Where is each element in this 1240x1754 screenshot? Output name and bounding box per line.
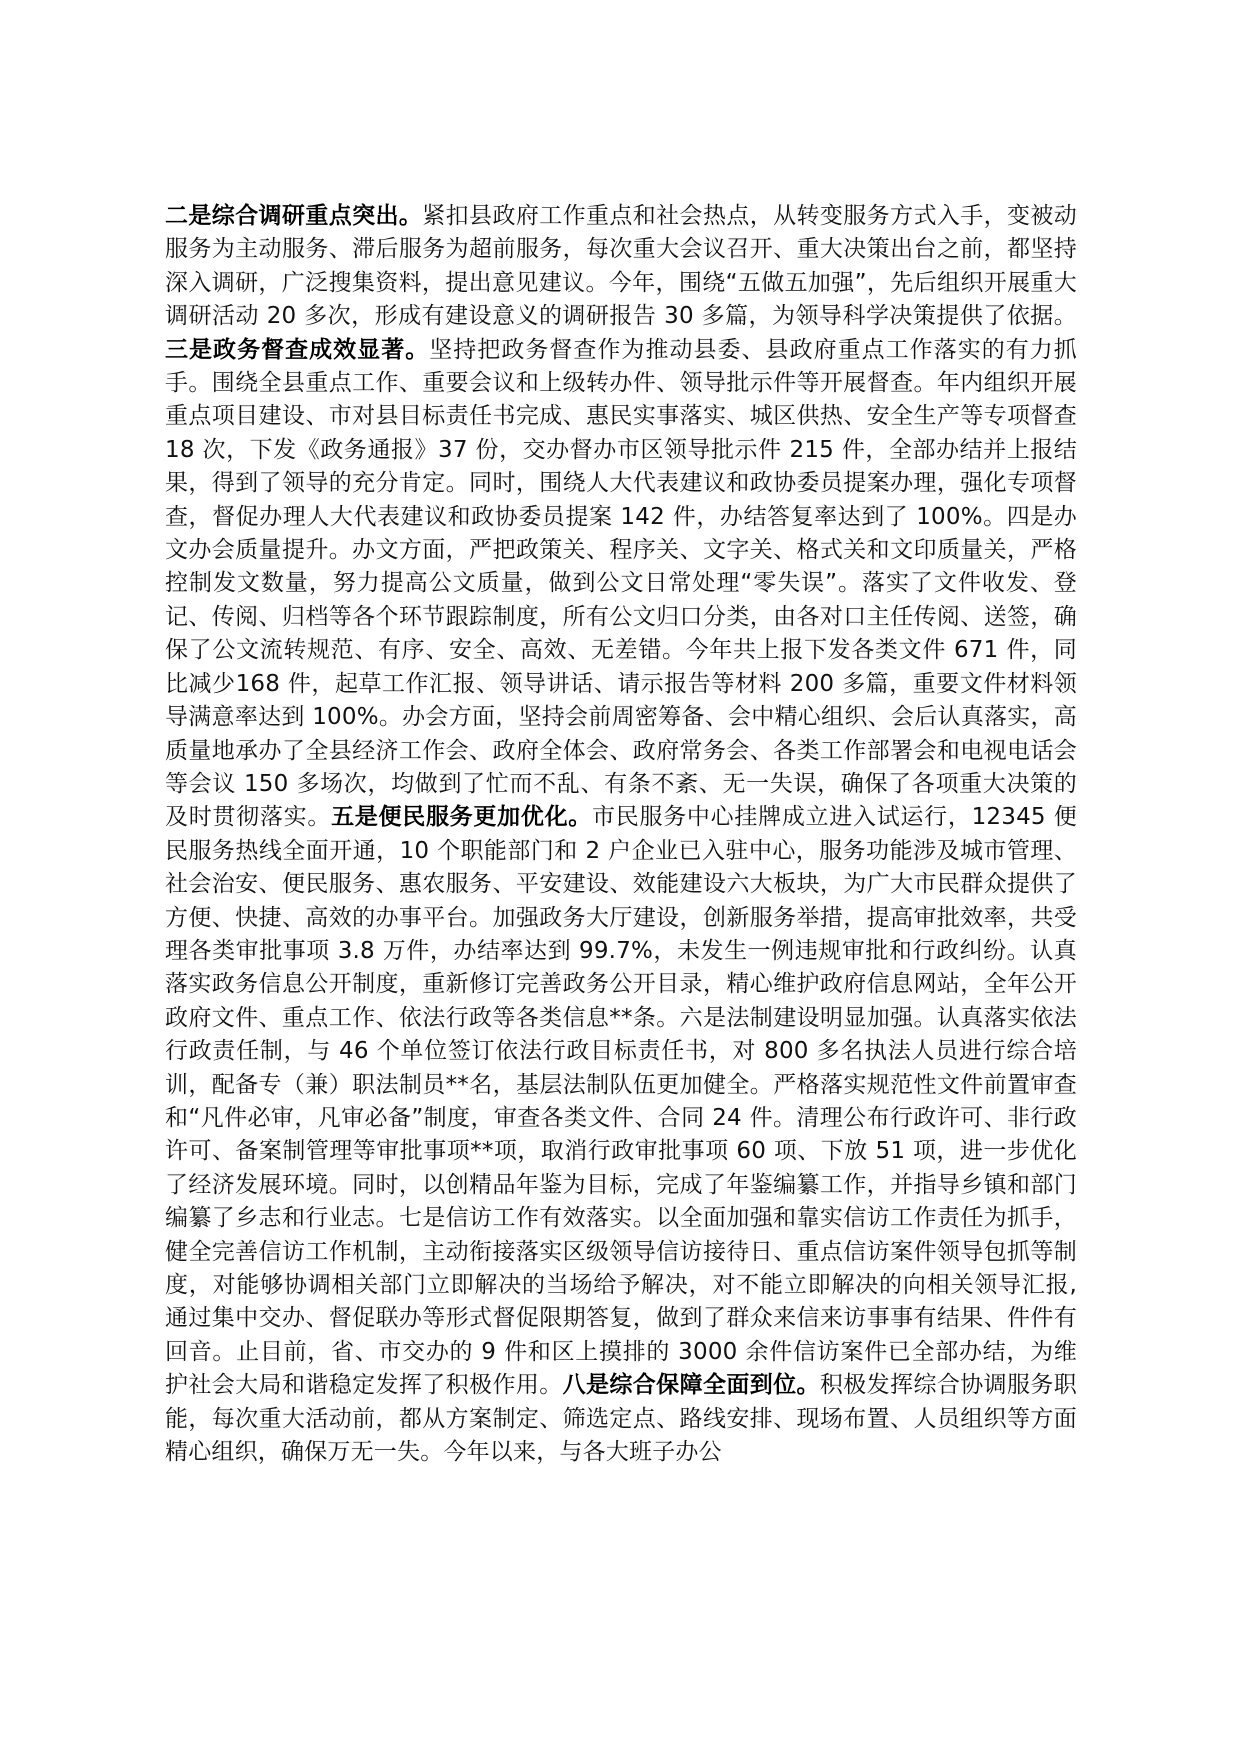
section-text-service: 市民服务中心挂牌成立进入试运行，12345 便民服务热线全面开通，10 个职能部门和 2 户企业已入驻中心，服务功能涉及城市管理、社会治安、便民服务、惠农服务、平安建设、效能建设六大板块，为广大市民群众提供了方便、快捷、高效的办事平台。加强政务大厅建设，创新服务举措，提高审批效率，共受理各类审批事项 3.8 万件，办结率达到 99.7%，未发生一例违规审批和行政纠纷。认真落实政务信息公开制度，重新修订完善政务公开目录，精心维护政府信息网站，全年公开政府文件、重点工作、依法行政等各类信息**条。六是法制建设明显加强。认真落实依法行政责任制，与 46 个单位签订依法行政目标责任书，对 800 多名执法人员进行综合培训，配备专（兼）职法制员**名，基层法制队伍更加健全。严格落实规范性文件前置审查和“凡件必审，凡审必备”制度，审查各类文件、合同 24 件。清理公布行政许可、非行政许可、备案制管理等审批事项**项，取消行政审批事项 60 项、下放 51 项，进一步优化了经济发展环境。同时，以创精品年鉴为目标，完成了年鉴编纂工作，并指导乡镇和部门编纂了乡志和行业志。七是信访工作有效落实。以全面加强和靠实信访工作责任为抓手，健全完善信访工作机制，主动衔接落实区级领导信访接待日、重点信访案件领导包抓等制度，对能够协调相关部门立即解决的当场给予解决，对不能立即解决的向相关领导汇报,通过集中交办、督促联办等形式督促限期答复，做到了群众来信来访事事有结果、件件有回音。止目前，省、市交办的 9 件和区上摸排的 3000 余件信访案件已全部办结，为维护社会大局和谐稳定发挥了积极作用。: [165, 804, 1078, 1399]
section-heading-supervision: 三是政务督查成效显著。: [165, 336, 430, 363]
section-text-supervision: 坚持把政务督查作为推动县委、县政府重点工作落实的有力抓手。围绕全县重点工作、重要会议和上级转办件、领导批示件等开展督查。年内组织开展重点项目建设、市对县目标责任书完成、惠民实事落实、城区供热、安全生产等专项督查 18 次，下发《政务通报》37 份，交办督办市区领导批示件 215 件，全部办结并上报结果，得到了领导的充分肯定。同时，围绕人大代表建议和政协委员提案办理，强化专项督查，督促办理人大代表建议和政协委员提案 142 件，办结答复率达到了 100%。四是办文办会质量提升。办文方面，严把政策关、程序关、文字关、格式关和文印质量关，严格控制发文数量，努力提高公文质量，做到公文日常处理“零失误”。落实了文件收发、登记、传阅、归档等各个环节跟踪制度，所有公文归口分类，由各对口主任传阅、送签，确保了公文流转规范、有序、安全、高效、无差错。今年共上报下发各类文件 671 件，同比减少168 件，起草工作汇报、领导讲话、请示报告等材料 200 多篇，重要文件材料领导满意率达到 100%。办会方面，坚持会前周密筹备、会中精心组织、会后认真落实，高质量地承办了全县经济工作会、政府全体会、政府常务会、各类工作部署会和电视电话会等会议 150 多场次，均做到了忙而不乱、有条不紊、无一失误，确保了各项重大决策的及时贯彻落实。: [165, 336, 1078, 831]
section-heading-service: 五是便民服务更加优化。: [331, 804, 593, 831]
section-heading-support: 八是综合保障全面到位。: [562, 1372, 820, 1399]
section-text-research: 紧扣县政府工作重点和社会热点，从转变服务方式入手，变被动服务为主动服务、滞后服务为超前服务，每次重大会议召开、重大决策出台之前，都坚持深入调研，广泛搜集资料，提出意见建议。今年，围绕“五做五加强”，先后组织开展重大调研活动 20 多次，形成有建设意义的调研报告 30 多篇，为领导科学决策提供了依据。: [165, 203, 1077, 330]
section-heading-research: 二是综合调研重点突出。: [165, 203, 423, 229]
section-text-support: 积极发挥综合协调服务职能，每次重大活动前，都从方案制定、筛选定点、路线安排、现场布置、人员组织等方面精心组织，确保万无一失。今年以来，与各大班子办公: [165, 1372, 1077, 1466]
body-paragraph: [165, 200, 1077, 1469]
